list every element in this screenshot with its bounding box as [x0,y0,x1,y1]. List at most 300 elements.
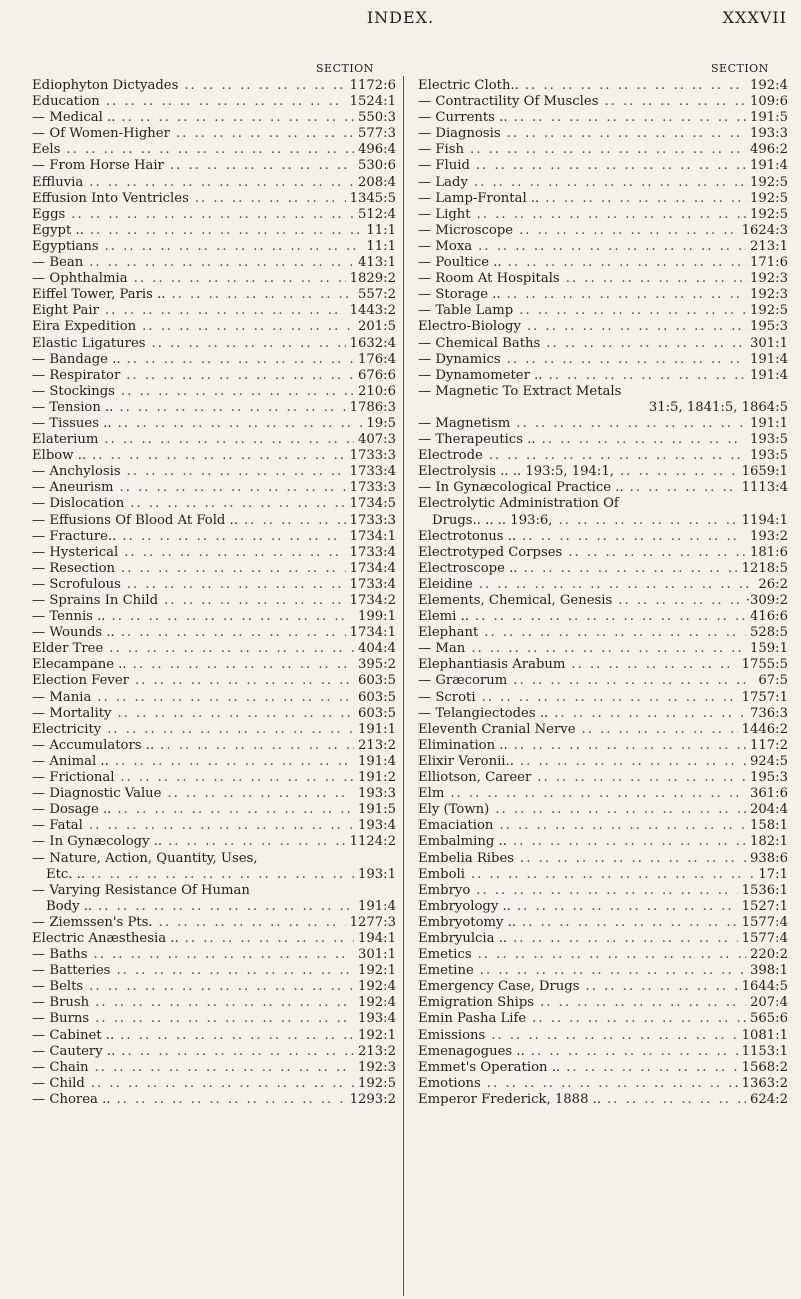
index-entry [418,1076,788,1092]
leader-dots [89,1060,354,1076]
leader-dots [598,94,746,110]
section-reference: 192:5 [357,1075,396,1091]
section-reference: 1527:1 [741,898,788,914]
index-entry [32,513,396,529]
leader-dots [489,802,746,818]
index-term: — Tissues .. [32,415,112,431]
index-entry [418,175,788,191]
leader-dots [120,368,354,384]
section-reference: 924:5 [749,753,788,769]
section-reference: 1733:4 [349,576,396,592]
leader-dots [444,786,746,802]
index-term: — Stockings [32,383,115,399]
index-term: — Microscope [418,222,514,238]
index-entry [32,223,396,239]
index-entry [32,207,396,223]
index-term: — Tension .. [32,399,114,415]
leader-dots [85,1076,354,1092]
index-entry [32,545,396,561]
index-term: Emmet's Operation .. [418,1059,561,1075]
index-entry [32,609,396,625]
index-term: Elliotson, Career [418,770,532,786]
section-reference: 193:2 [749,528,788,544]
leader-dots [580,979,738,995]
index-entry [32,448,396,464]
leader-dots [507,673,754,689]
section-reference: 301:1 [357,947,396,963]
index-term: — Table Lamp [418,303,514,319]
leader-dots [153,915,346,931]
section-reference: 550:3 [357,110,396,126]
index-term: — Burns [32,1011,90,1027]
index-term: Elecampane .. [32,657,127,673]
index-term: Eels [32,142,61,158]
index-term: — Anchylosis [32,464,121,480]
leader-dots [560,1060,738,1076]
index-term: Embelia Ribes [418,850,515,866]
leader-dots [170,126,354,142]
index-term: — Aneurism [32,480,114,496]
leader-dots [513,303,746,319]
index-term: Elixir Veronii.. [418,753,514,769]
leader-dots [476,690,738,706]
index-entry [418,432,788,448]
leader-dots [465,867,754,883]
index-entry [32,303,396,319]
index-term: — Batteries [32,963,111,979]
leader-dots [121,352,354,368]
index-term: — Man [418,641,466,657]
index-term: Electric Cloth.. [418,78,519,93]
index-entry [32,561,396,577]
index-entry [418,255,788,271]
index-term: — Scrofulous [32,576,121,592]
section-reference: 1757:1 [741,689,788,705]
index-entry [32,1028,396,1044]
section-reference: 192:5 [749,174,788,190]
section-reference: 1345:5 [349,190,396,206]
index-term: Electricity [32,721,102,737]
index-entry [32,1060,396,1076]
leader-dots [127,657,354,673]
section-reference: 181:6 [749,544,788,560]
leader-dots [548,706,746,722]
leader-dots [109,754,354,770]
section-reference: 191:2 [357,770,396,786]
index-term: — From Horse Hair [32,158,164,174]
index-entry [32,1076,396,1092]
section-reference: 192:5 [749,206,788,222]
section-reference: 191:5 [749,110,788,126]
leader-dots [115,110,354,126]
section-reference: 676:6 [357,367,396,383]
index-term: — Medical .. [32,110,116,126]
index-entry [32,1044,396,1060]
leader-dots [88,947,354,963]
index-entry [418,979,788,995]
index-entry [32,480,396,496]
index-entry [32,899,396,915]
index-entry [32,191,396,207]
section-reference: 528:5 [749,625,788,641]
index-term: — Magnetism [418,415,511,431]
section-reference: 1733:4 [349,544,396,560]
index-entry [32,851,396,867]
section-reference: 195:3 [749,319,788,335]
index-term: Embalming .. [418,834,507,850]
index-term: — Nature, Action, Quantity, Uses, [32,850,258,866]
leader-dots [474,963,746,979]
index-term: — Ziemssen's Pts. [32,914,153,930]
section-reference: 1755:5 [741,657,788,673]
leader-dots [110,1092,345,1108]
index-term: Emin Pasha Life [418,1011,527,1027]
section-reference: 361:6 [749,786,788,802]
index-term: — Light [418,206,471,222]
leader-dots [507,931,738,947]
index-term: — Of Women-Higher [32,126,170,142]
index-term: Elder Tree [32,641,104,657]
index-entry [32,722,396,738]
index-entry [32,464,396,480]
index-term: Emenagogues .. [418,1043,525,1059]
index-term: — Sprains In Child [32,593,159,608]
index-term: Ediophyton Dictyades [32,78,179,93]
section-reference: 1632:4 [349,335,396,351]
index-entry [32,110,396,126]
section-reference: 1443:2 [349,303,396,319]
index-term: — In Gynæcology .. [32,834,163,850]
leader-dots [501,287,746,303]
index-entry [418,963,788,979]
index-term: — Fatal [32,818,83,834]
section-reference: 413:1 [357,255,396,271]
index-entry [32,158,396,174]
index-entry [418,496,788,512]
index-term: — Contractility Of Muscles [418,94,599,110]
leader-dots [98,432,354,448]
index-term: Egyptians [32,238,99,254]
index-entry [418,657,788,673]
leader-dots [118,545,345,561]
index-column-left [32,78,396,1108]
index-entry [418,110,788,126]
section-reference: 192:3 [749,271,788,287]
index-term: — Child [32,1075,85,1091]
leader-dots [111,802,354,818]
section-reference: 220:2 [749,947,788,963]
section-reference: 603:5 [357,689,396,705]
leader-dots [501,352,746,368]
leader-dots [86,448,346,464]
leader-dots [115,1044,354,1060]
leader-dots [103,641,354,657]
leader-dots [501,126,746,142]
index-entry [418,142,788,158]
index-entry [32,416,396,432]
index-entry [32,255,396,271]
section-reference: 1194:1 [741,512,788,528]
leader-dots [114,1028,354,1044]
index-term: Emboli [418,866,465,882]
index-term: Embryulcia .. [418,930,508,946]
index-entry [32,78,396,94]
index-term: — Lady [418,174,468,190]
section-reference: 398:1 [749,963,788,979]
index-term: Emigration Ships [418,995,535,1011]
leader-dots [518,561,738,577]
index-term: Eiffel Tower, Paris .. [32,287,166,303]
leader-dots [465,641,746,657]
index-term: — Mortality [32,705,112,721]
section-reference: 1081:1 [741,1027,788,1043]
leader-dots [162,834,345,850]
index-term: Eira Expedition [32,319,137,335]
section-reference: 19:5 [366,415,396,431]
index-term: Drugs.. .. .. 193:6, [432,512,553,528]
leader-dots [553,513,738,529]
index-entry [418,883,788,899]
index-term: Elbow .. [32,448,87,464]
leader-dots [115,384,354,400]
index-entry [32,883,396,899]
index-entry [418,529,788,545]
index-entry [32,175,396,191]
section-reference: 213:1 [749,238,788,254]
index-entry [32,641,396,657]
leader-dots [89,995,354,1011]
section-reference: 1172:6 [349,78,396,93]
section-reference: 407:3 [357,432,396,448]
section-reference: 192:3 [357,1059,396,1075]
index-entry [418,352,788,368]
index-entry [32,384,396,400]
section-reference: 192:1 [357,1027,396,1043]
index-term: Emotions [418,1075,481,1091]
index-term: Egypt .. [32,222,84,238]
leader-dots [112,416,363,432]
section-reference: 1733:3 [349,480,396,496]
index-term: — In Gynæcological Practice .. [418,480,624,496]
index-term: — Magnetic To Extract Metals [418,383,622,399]
index-term: — Dynamometer .. [418,367,543,383]
section-reference: 26:2 [758,576,788,592]
index-term: Emaciation [418,818,494,834]
section-reference: 1277:3 [349,914,396,930]
leader-dots [121,577,346,593]
leader-dots [508,738,746,754]
leader-dots [514,851,746,867]
leader-dots [469,609,746,625]
section-reference: 192:5 [749,303,788,319]
leader-dots [562,545,746,561]
index-term: Elm [418,786,445,802]
leader-dots [116,529,345,545]
index-term: Effluvia [32,174,84,190]
index-term: — Room At Hospitals [418,271,560,287]
section-reference: 1124:2 [349,834,396,850]
section-reference: 11:1 [366,222,396,238]
index-entry [32,336,396,352]
leader-dots [516,529,746,545]
leader-dots [493,818,746,834]
index-term: Electrolysis .. .. 193:5, 194:1, [418,464,614,480]
index-term: Electroscope .. [418,560,518,576]
leader-dots [85,867,354,883]
index-term: Eleventh Cranial Nerve [418,721,576,737]
index-term: Electro-Biology [418,319,521,335]
section-reference: 496:4 [357,142,396,158]
index-entry [32,271,396,287]
index-entry [32,834,396,850]
index-entry [32,94,396,110]
leader-dots [624,480,738,496]
index-term: Eleidine [418,576,473,592]
index-entry [32,931,396,947]
leader-dots [507,834,746,850]
index-entry [32,142,396,158]
index-entry [418,448,788,464]
leader-dots [178,78,345,94]
index-entry [32,802,396,818]
index-term: — Baths [32,947,88,963]
index-term: — Fish [418,142,465,158]
index-entry [32,786,396,802]
index-term: Education [32,94,100,110]
section-reference: 213:2 [357,737,396,753]
index-entry [418,786,788,802]
index-term: Elemi .. [418,609,469,625]
index-entry [32,1092,396,1108]
page-number: XXXVII [722,8,787,27]
section-reference: 192:1 [357,963,396,979]
index-entry [32,690,396,706]
leader-dots [511,899,738,915]
section-reference: 193:4 [357,818,396,834]
leader-dots [472,947,746,963]
section-reference: 1568:2 [741,1059,788,1075]
index-entry [418,416,788,432]
section-reference: 191:5 [357,802,396,818]
section-reference: 11:1 [366,238,396,254]
section-reference: 1363:2 [741,1075,788,1091]
leader-dots [128,271,346,287]
leader-dots [510,416,746,432]
index-entry [418,368,788,384]
index-term: — Tennis .. [32,609,106,625]
index-entry [418,336,788,352]
index-entry [32,352,396,368]
section-reference: ·309:2 [745,593,788,608]
section-reference: 192:3 [749,287,788,303]
index-entry [418,867,788,883]
section-reference: 201:5 [357,319,396,335]
index-entry [32,995,396,1011]
section-reference: 191:4 [749,367,788,383]
index-entry [418,1028,788,1044]
section-reference: 1734:5 [349,496,396,512]
leader-dots [83,979,354,995]
index-entry [32,319,396,335]
section-reference: 199:1 [357,609,396,625]
index-term: — Lamp-Frontal .. [418,190,540,206]
index-entry [418,126,788,142]
index-entry [418,319,788,335]
index-entry [418,400,788,416]
index-term: Electric Anæsthesia .. [32,930,179,946]
index-entry [418,722,788,738]
section-reference: 191:4 [749,158,788,174]
leader-dots [146,336,346,352]
section-reference: 210:6 [357,383,396,399]
leader-dots [565,657,737,673]
index-column-right [418,78,788,1108]
index-entry [418,207,788,223]
leader-dots [238,513,346,529]
leader-dots [99,239,363,255]
index-entry [32,593,396,609]
index-entry [32,625,396,641]
leader-dots [485,1028,737,1044]
index-term: Embryology .. [418,898,511,914]
section-reference: 512:4 [357,206,396,222]
leader-dots [478,625,746,641]
index-entry [32,963,396,979]
index-term: Electrolytic Administration Of [418,496,619,512]
section-reference: 1446:2 [741,721,788,737]
index-entry [418,239,788,255]
section-reference: 1153:1 [741,1043,788,1059]
index-entry [418,690,788,706]
index-term: Election Fever [32,673,129,689]
index-entry [418,513,788,529]
index-entry [418,545,788,561]
index-term: — Bean [32,255,84,271]
index-term: — Dynamics [418,351,501,367]
index-entry [32,915,396,931]
index-term: Electrotyped Corpses [418,544,563,560]
index-entry [418,738,788,754]
section-reference: 736:3 [749,705,788,721]
index-term: Body .. [46,898,93,914]
leader-dots [83,255,354,271]
leader-dots [536,432,746,448]
section-reference: 208:4 [357,174,396,190]
index-entry [32,754,396,770]
leader-dots [154,738,354,754]
index-entry [418,1060,788,1076]
leader-dots [516,915,738,931]
section-reference: 1733:4 [349,464,396,480]
section-reference: 1829:2 [349,271,396,287]
index-entry [418,802,788,818]
section-reference: 1624:3 [741,222,788,238]
index-term: — Animal .. [32,753,109,769]
section-reference: 159:1 [749,641,788,657]
index-entry [418,995,788,1011]
index-entry [418,706,788,722]
index-term: — Chemical Baths [418,335,541,351]
section-reference: 204:4 [749,802,788,818]
index-term: — Bandage .. [32,351,121,367]
leader-dots [161,786,354,802]
index-entry [32,673,396,689]
section-reference: 117:2 [749,737,788,753]
leader-dots [83,818,354,834]
section-reference: 395:2 [357,657,396,673]
leader-dots [601,1092,746,1108]
leader-dots [539,191,746,207]
